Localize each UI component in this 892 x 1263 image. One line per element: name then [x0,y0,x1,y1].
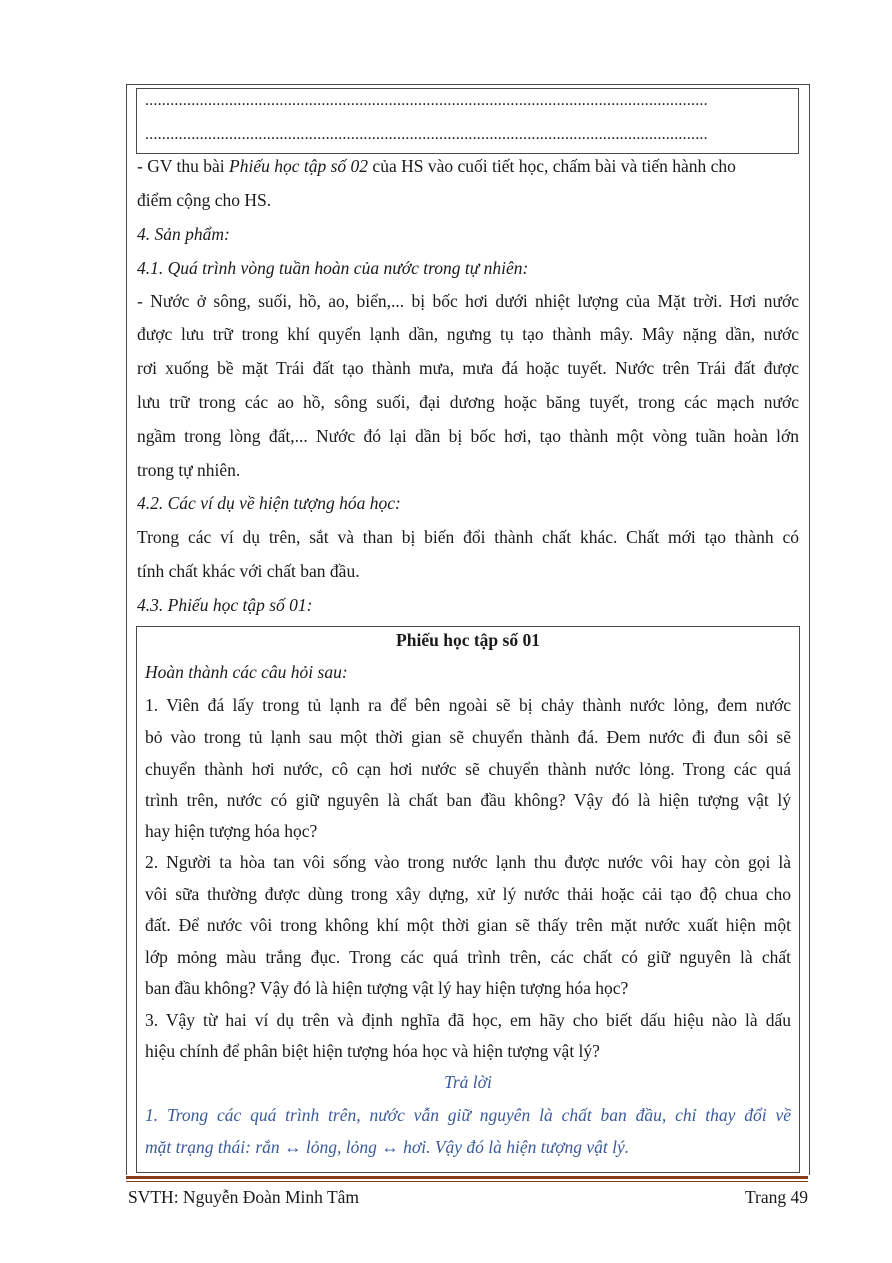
question-line: chuyển thành hơi nước, cô cạn hơi nước sẽ chuyển thành nước lỏng. Trong các quá [145,759,791,779]
question-line: ban đầu không? Vậy đó là hiện tượng vật lý hay hiện tượng hóa học? [145,978,629,998]
answer-heading: Trả lời [444,1072,492,1092]
text-prefix: - GV thu bài [137,156,230,176]
worksheet-title: Phiếu học tập số 01 [396,630,540,650]
paragraph-line: điểm cộng cho HS. [137,190,272,210]
paragraph-line: rơi xuống bề mặt Trái đất tạo thành mưa, mưa đá hoặc tuyết. Nước trên Trái đất được [137,358,799,378]
paragraph-line: Trong các ví dụ trên, sắt và than bị biến đổi thành chất khác. Chất mới tạo thành có [137,527,799,547]
text-suffix: của HS vào cuối tiết học, chấm bài và tiến hành cho [368,156,736,176]
dotted-line-1: ...................................................................................................................................... [145,92,708,109]
question-line: lớp mỏng màu trắng đục. Trong các quá trình trên, các chất có giữ nguyên là chất [145,947,791,967]
footer-rule-thin [126,1181,808,1182]
paragraph-line: tính chất khác với chất ban đầu. [137,561,360,581]
question-line: đất. Để nước vôi trong không khí một thời gian sẽ thấy trên mặt nước xuất hiện một [145,915,791,935]
question-line: hay hiện tượng hóa học? [145,821,318,841]
paragraph-collect-worksheet [137,156,736,177]
footer-author: SVTH: Nguyễn Đoàn Minh Tâm [128,1187,360,1207]
paragraph-line: trong tự nhiên. [137,460,241,480]
heading-chemical-examples: 4.2. Các ví dụ về hiện tượng hóa học: [137,493,401,513]
dotted-line-2: ...................................................................................................................................... [145,126,708,143]
paragraph-line: lưu trữ trong các ao hồ, sông suối, đại dương hoặc băng tuyết, trong các mạch nước [137,392,799,412]
paragraph-line: ngầm trong lòng đất,... Nước đó lại dần bị bốc hơi, tạo thành một vòng tuần hoàn lớn [137,426,799,446]
question-line: bỏ vào trong tủ lạnh sau một thời gian sẽ chuyển thành đá. Đem nước đi đun sôi sẽ [145,727,791,747]
answer-line: 1. Trong các quá trình trên, nước vẫn giữ nguyên là chất ban đầu, chỉ thay đổi về [145,1105,791,1125]
answer-line: mặt trạng thái: rắn ↔ lỏng, lỏng ↔ hơi. Vậy đó là hiện tượng vật lý. [145,1137,630,1157]
heading-worksheet-01: 4.3. Phiếu học tập số 01: [137,595,313,615]
paragraph-line: - Nước ở sông, suối, hồ, ao, biển,... bị bốc hơi dưới nhiệt lượng của Mặt trời. Hơi nước [137,291,799,311]
worksheet-instruction: Hoàn thành các câu hỏi sau: [145,662,348,682]
question-line: 2. Người ta hòa tan vôi sống vào trong nước lạnh thu được nước vôi hay còn gọi là [145,852,791,872]
question-line: vôi sữa thường được dùng trong xây dựng, xử lý nước thải hoặc cải tạo độ chua cho [145,884,791,904]
question-line: 1. Viên đá lấy trong tủ lạnh ra để bên ngoài sẽ bị chảy thành nước lỏng, đem nước [145,695,791,715]
footer-rule-thick [126,1176,808,1179]
text-italic: Phiếu học tập số 02 [229,156,369,176]
heading-products: 4. Sản phẩm: [137,224,230,244]
footer-page-number: Trang 49 [744,1187,808,1207]
heading-water-cycle: 4.1. Quá trình vòng tuần hoàn của nước trong tự nhiên: [137,258,529,278]
question-line: trình trên, nước có giữ nguyên là chất ban đầu không? Vậy đó là hiện tượng vật lý [145,790,791,810]
paragraph-line: được lưu trữ trong khí quyển lạnh dần, ngưng tụ tạo thành mây. Mây nặng dần, nước [137,324,799,344]
question-line: 3. Vậy từ hai ví dụ trên và định nghĩa đã học, em hãy cho biết dấu hiệu nào là dấu [145,1010,791,1030]
question-line: hiệu chính để phân biệt hiện tượng hóa học và hiện tượng vật lý? [145,1041,600,1061]
